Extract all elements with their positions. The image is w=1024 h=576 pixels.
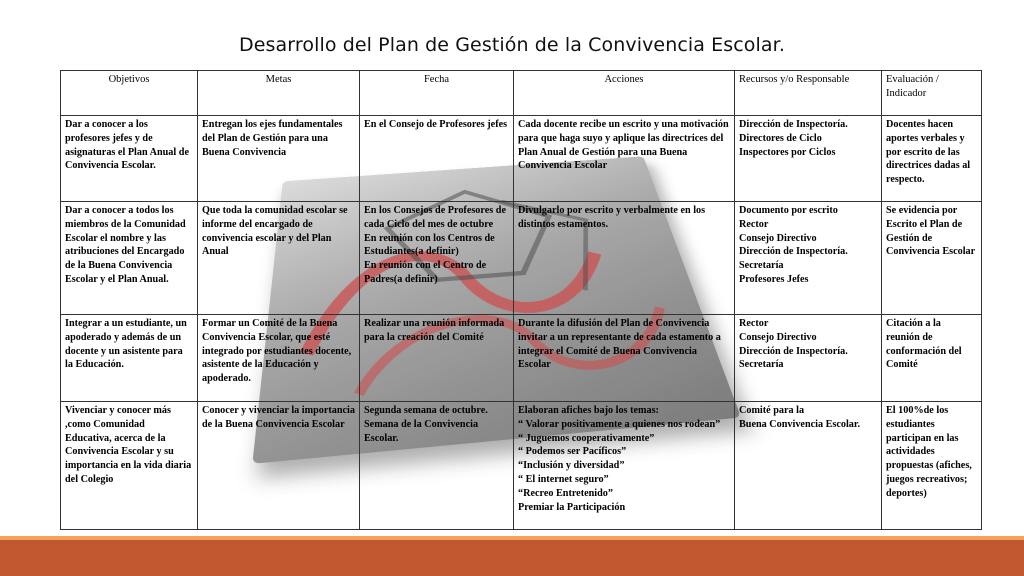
cell-evaluacion bbox=[882, 315, 982, 402]
fecha-line: En los Consejos de Profesores de cada Ciclo del mes de octubre bbox=[364, 205, 506, 230]
accion-line: “Recreo Entretenido” bbox=[518, 487, 613, 499]
plan-table bbox=[60, 70, 982, 530]
recurso-line: Directores de Ciclo bbox=[739, 132, 822, 144]
cell-fecha bbox=[360, 402, 514, 530]
cell-objetivo: Vivenciar y conocer más ,como Comunidad Educativa, acerca de la Convivencia Escolar y su importancia en la vida diaria del Colegio bbox=[61, 402, 198, 530]
evaluacion-line: Docentes hacen aportes verbales y bbox=[886, 119, 965, 144]
accion-line: Cada docente recibe un escrito y una motivación para que haga suyo y aplique las directrices del Plan Anual de Gestión para una Buena Convivencia Escolar bbox=[518, 119, 729, 172]
cell-recursos bbox=[735, 116, 882, 202]
recurso-line: Dirección de Inspectoría. bbox=[739, 345, 848, 357]
cell-fecha bbox=[360, 202, 514, 315]
header-metas: Metas bbox=[198, 71, 360, 116]
table-row bbox=[61, 202, 982, 315]
table-row bbox=[61, 315, 982, 402]
header-evaluacion: Evaluación / Indicador bbox=[882, 71, 982, 116]
recurso-line: Consejo Directivo bbox=[739, 331, 817, 343]
fecha-line: En reunión con los Centros de Estudiantes(a definir) bbox=[364, 232, 495, 258]
cell-evaluacion bbox=[882, 402, 982, 530]
header-objetivos: Objetivos bbox=[61, 71, 198, 116]
recurso-line: Secretaría bbox=[739, 359, 784, 371]
recurso-line: Inspectores por Ciclos bbox=[739, 146, 836, 158]
evaluacion-line: Se evidencia por Escrito el Plan de Gestión de Convivencia Escolar bbox=[886, 205, 976, 258]
recurso-line: Comité para la bbox=[739, 405, 805, 416]
recurso-line: Rector bbox=[739, 218, 769, 230]
table-header-row bbox=[61, 71, 982, 116]
cell-meta: Que toda la comunidad escolar se informe del encargado de convivencia escolar y del Plan Anual bbox=[198, 202, 360, 315]
evaluacion-line: Citación a la reunión de conformación del Comité bbox=[886, 318, 962, 371]
recurso-line: Consejo Directivo bbox=[739, 232, 817, 244]
header-fecha: Fecha bbox=[360, 71, 514, 116]
cell-recursos bbox=[735, 315, 882, 402]
footer-band bbox=[0, 540, 1024, 576]
evaluacion-line: por escrito de las directrices dadas al respecto. bbox=[886, 146, 971, 186]
recurso-line: Secretaría bbox=[739, 260, 784, 272]
header-acciones: Acciones bbox=[514, 71, 735, 116]
cell-accion bbox=[514, 315, 735, 402]
fecha-line: En reunión con el Centro de Padres(a definir) bbox=[364, 260, 487, 285]
fecha-line: Realizar una reunión informada para la creación del Comité bbox=[364, 318, 505, 343]
cell-meta: Conocer y vivenciar la importancia de la Buena Convivencia Escolar bbox=[198, 402, 360, 530]
cell-recursos bbox=[735, 402, 882, 530]
table-row bbox=[61, 402, 982, 530]
recurso-line: Documento por escrito bbox=[739, 205, 838, 216]
accion-line: Elaboran afiches bajo los temas: bbox=[518, 405, 659, 416]
cell-evaluacion bbox=[882, 116, 982, 202]
cell-meta: Formar un Comité de la Buena Convivencia Escolar, que esté integrado por estudiantes docente, asistente de la Educación y apoderado. bbox=[198, 315, 360, 402]
fecha-line: En el Consejo de Profesores jefes bbox=[364, 119, 508, 130]
accion-line: “ Valorar positivamente a quienes nos rodean” bbox=[518, 418, 721, 430]
cell-accion bbox=[514, 402, 735, 530]
recurso-line: Rector bbox=[739, 318, 769, 329]
accion-line: Durante la difusión del Plan de Convivencia invitar a un representante de cada estamento a integrar el Comité de Buena Convivencia Escolar bbox=[518, 318, 721, 371]
fecha-line: Segunda semana de octubre. Semana de la Convivencia Escolar. bbox=[364, 405, 488, 444]
evaluacion-line: El 100%de los estudiantes participan en las actividades propuestas (afiches, juegos recreativos; deportes) bbox=[886, 405, 972, 499]
cell-fecha bbox=[360, 315, 514, 402]
accion-line: “ El internet seguro” bbox=[518, 473, 609, 485]
cell-accion bbox=[514, 116, 735, 202]
cell-recursos bbox=[735, 202, 882, 315]
cell-accion bbox=[514, 202, 735, 315]
slide-title: Desarrollo del Plan de Gestión de la Convivencia Escolar. bbox=[239, 34, 785, 56]
cell-objetivo: Dar a conocer a los profesores jefes y de asignaturas el Plan Anual de Convivencia Escolar. bbox=[61, 116, 198, 202]
recurso-line: Dirección de Inspectoría. bbox=[739, 246, 848, 258]
recurso-line: Dirección de Inspectoría. bbox=[739, 119, 848, 130]
cell-fecha bbox=[360, 116, 514, 202]
table-row bbox=[61, 116, 982, 202]
accion-line: “ Podemos ser Pacíficos” bbox=[518, 446, 627, 458]
accion-line: Premiar la Participación bbox=[518, 501, 626, 513]
cell-objetivo: Integrar a un estudiante, un apoderado y además de un docente y un asistente para la Educación. bbox=[61, 315, 198, 402]
cell-evaluacion bbox=[882, 202, 982, 315]
recurso-line: Profesores Jefes bbox=[739, 273, 809, 285]
cell-meta: Entregan los ejes fundamentales del Plan de Gestión para una Buena Convivencia bbox=[198, 116, 360, 202]
header-recursos: Recursos y/o Responsable bbox=[735, 71, 882, 116]
accion-line: “ Juguemos cooperativamente” bbox=[518, 432, 655, 444]
cell-objetivo: Dar a conocer a todos los miembros de la Comunidad Escolar el nombre y las atribuciones del Encargado de la Buena Convivencia Escolar y el Plan Anual. bbox=[61, 202, 198, 315]
accion-line: “Inclusión y diversidad” bbox=[518, 460, 625, 472]
recurso-line: Buena Convivencia Escolar. bbox=[739, 418, 861, 430]
accion-line: Divulgarlo por escrito y verbalmente en los distintos estamentos. bbox=[518, 205, 706, 230]
